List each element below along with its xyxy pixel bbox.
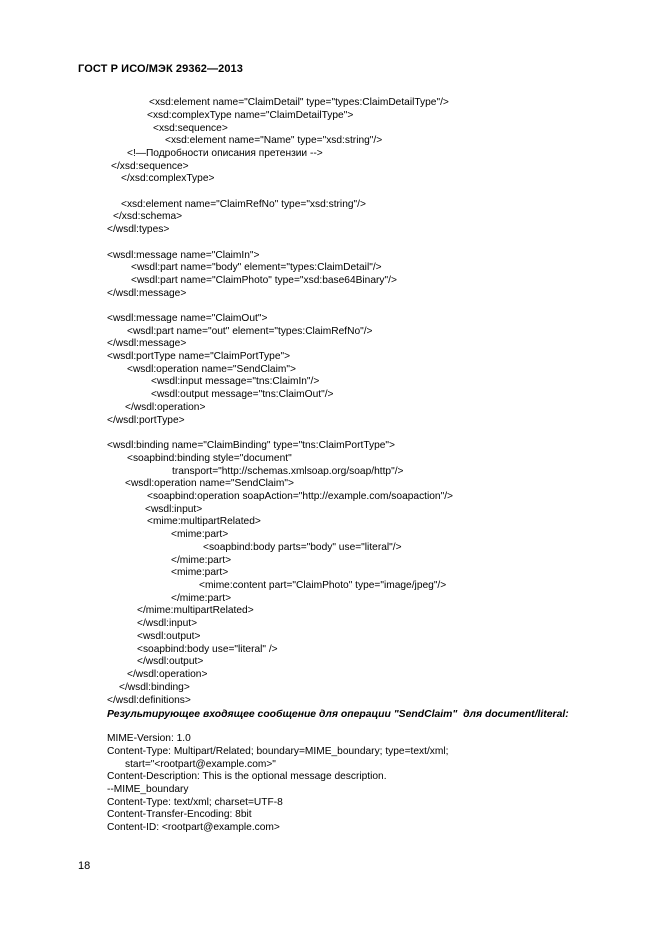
code-line: <wsdl:portType name="ClaimPortType">	[107, 351, 291, 362]
message-line: Content-Type: text/xml; charset=UTF-8	[107, 797, 283, 808]
code-line: <soapbind:binding style="document"	[127, 453, 292, 464]
code-line: <wsdl:part name="body" element="types:ClaimDetail"/>	[131, 262, 382, 273]
code-line: <mime:part>	[171, 567, 229, 578]
code-line: <xsd:element name="ClaimDetail" type="types:ClaimDetailType"/>	[149, 97, 449, 108]
code-line: <xsd:complexType name="ClaimDetailType">	[147, 110, 354, 121]
code-line: <soapbind:body use="literal" />	[137, 644, 278, 655]
code-line: </wsdl:binding>	[119, 682, 190, 693]
code-line: </wsdl:operation>	[125, 402, 206, 413]
code-line: </wsdl:message>	[107, 338, 187, 349]
code-line: <wsdl:output>	[137, 631, 201, 642]
code-line: <wsdl:operation name="SendClaim">	[125, 478, 294, 489]
code-line: <wsdl:part name="out" element="types:ClaimRefNo"/>	[127, 326, 373, 337]
message-line: Content-Transfer-Encoding: 8bit	[107, 809, 252, 820]
code-line: </xsd:schema>	[113, 211, 183, 222]
code-line: </wsdl:message>	[107, 288, 187, 299]
code-line: <mime:content part="ClaimPhoto" type="image/jpeg"/>	[199, 580, 447, 591]
message-line: Content-ID: <rootpart@example.com>	[107, 822, 280, 833]
message-line: Content-Type: Multipart/Related; boundary=MIME_boundary; type=text/xml;	[107, 746, 449, 757]
code-line: <wsdl:message name="ClaimOut">	[107, 313, 268, 324]
code-line: </xsd:complexType>	[121, 173, 215, 184]
code-line: </mime:part>	[171, 555, 232, 566]
code-line: </wsdl:input>	[137, 618, 198, 629]
code-line: <soapbind:operation soapAction="http://example.com/soapaction"/>	[147, 491, 453, 502]
code-line: <soapbind:body parts="body" use="literal"/>	[203, 542, 402, 553]
code-line: </wsdl:operation>	[127, 669, 208, 680]
message-line: MIME-Version: 1.0	[107, 733, 191, 744]
code-line: </wsdl:types>	[107, 224, 170, 235]
page-number: 18	[78, 860, 91, 872]
code-line: <wsdl:binding name="ClaimBinding" type="tns:ClaimPortType">	[107, 440, 395, 451]
code-line: </wsdl:definitions>	[107, 695, 191, 706]
message-line: Content-Description: This is the optional message description.	[107, 771, 387, 782]
code-line: <wsdl:operation name="SendClaim">	[127, 364, 296, 375]
message-line: --MIME_boundary	[107, 784, 189, 795]
message-line: start="<rootpart@example.com>"	[125, 759, 276, 770]
code-line: </wsdl:portType>	[107, 415, 185, 426]
section-heading: Результирующее входящее сообщение для операции "SendClaim" для document/literal:	[107, 709, 569, 720]
code-line: <xsd:sequence>	[153, 123, 228, 134]
code-line: <wsdl:input>	[145, 504, 203, 515]
code-line: <xsd:element name="Name" type="xsd:string"/>	[165, 135, 383, 146]
code-line: transport="http://schemas.xmlsoap.org/soap/http"/>	[172, 466, 404, 477]
code-line: <wsdl:input message="tns:ClaimIn"/>	[151, 376, 320, 387]
code-line: <mime:part>	[171, 529, 229, 540]
code-line: </wsdl:output>	[137, 656, 204, 667]
code-line: </mime:multipartRelated>	[137, 605, 254, 616]
code-line: <wsdl:part name="ClaimPhoto" type="xsd:base64Binary"/>	[131, 275, 397, 286]
page-header-standard: ГОСТ Р ИСО/МЭК 29362—2013	[78, 63, 243, 75]
code-line: <!—Подробности описания претензии -->	[127, 148, 323, 159]
code-line: <wsdl:output message="tns:ClaimOut"/>	[151, 389, 334, 400]
code-line: <mime:multipartRelated>	[147, 516, 261, 527]
code-line: <wsdl:message name="ClaimIn">	[107, 250, 260, 261]
code-line: </xsd:sequence>	[111, 161, 189, 172]
code-line: <xsd:element name="ClaimRefNo" type="xsd:string"/>	[121, 199, 366, 210]
code-line: </mime:part>	[171, 593, 232, 604]
